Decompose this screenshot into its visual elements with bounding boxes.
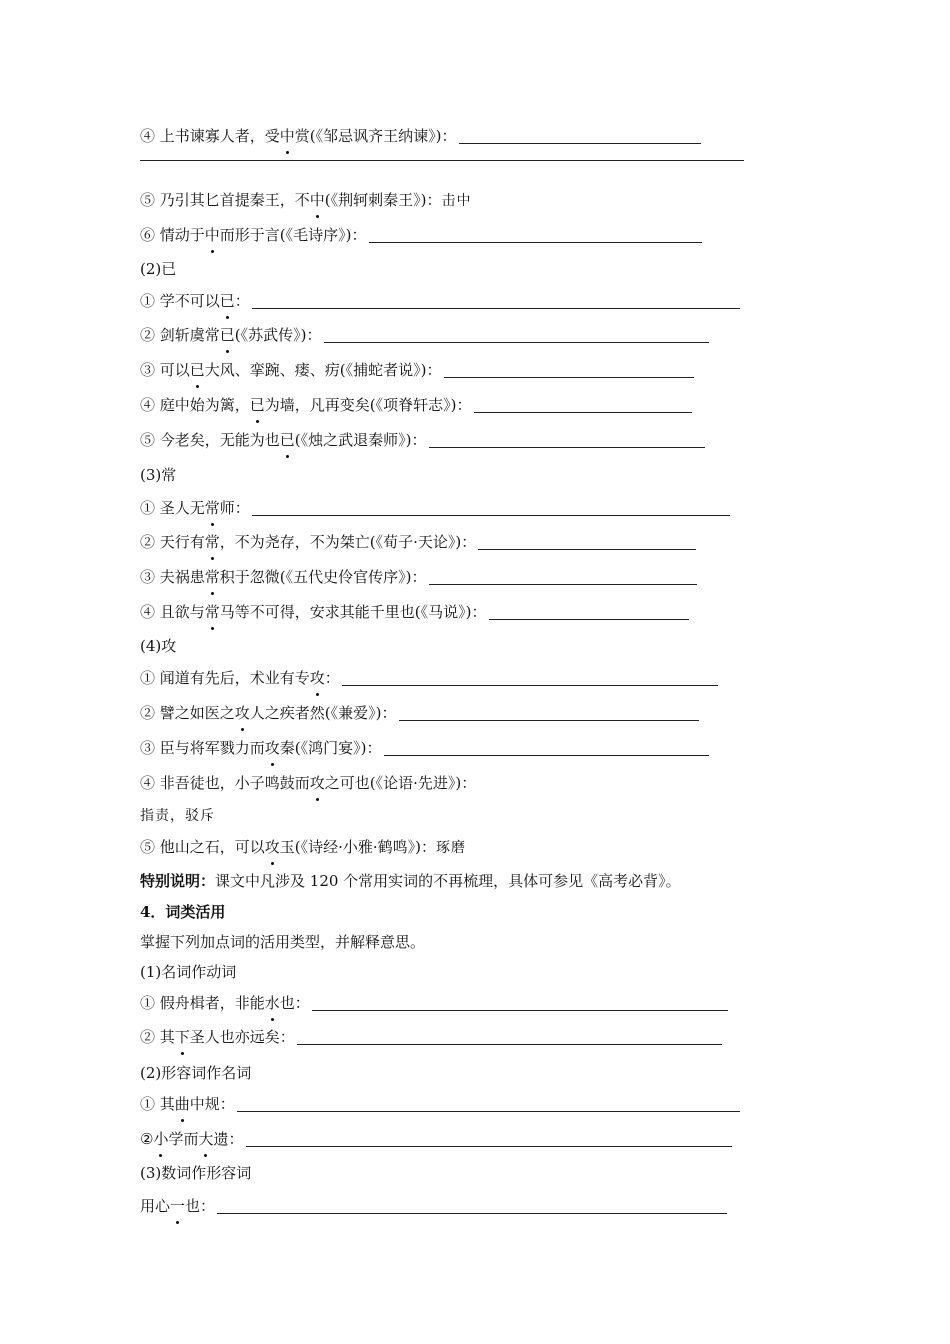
item-adj-2: ② 小 学而 大 遗： <box>140 1126 732 1152</box>
item-noun-1: ① 假舟楫者，非能 水 也： <box>140 990 728 1016</box>
item-gong-5: ⑤ 他山之石，可以 攻 玉(《诗经·小雅·鹤鸣》)： 琢磨 <box>140 834 466 860</box>
answer-blank[interactable] <box>237 1111 740 1112</box>
section-heading-4: 4．词类活用 <box>140 903 226 921</box>
dotted-char: 已 <box>250 392 265 418</box>
item-adj-1: ① 其 曲 中规： <box>140 1091 740 1117</box>
section-chang: (3)常 <box>140 466 177 484</box>
answer-blank[interactable] <box>369 242 702 243</box>
dotted-char: 攻 <box>310 770 325 796</box>
answer-continuation-line <box>140 157 744 183</box>
filled-answer: 击中 <box>441 193 472 209</box>
dotted-char: 水 <box>265 990 280 1016</box>
item-zhong-5: ⑤ 乃引其匕首提秦王，不 中 (《荆轲刺秦王》)： 击中 <box>140 187 472 213</box>
item-chang-4: ④ 且欲与 常 马等不可得，安求其能千里也(《马说》)： <box>140 599 689 625</box>
answer-blank[interactable] <box>384 755 709 756</box>
item-yi-5: ⑤ 今老矣，无能为也 已 (《烛之武退秦师》)： <box>140 427 705 453</box>
dotted-char: 常 <box>205 564 220 590</box>
answer-blank[interactable] <box>478 549 696 550</box>
item-num-1: 用心 一 也： <box>140 1193 727 1219</box>
answer-blank[interactable] <box>252 308 740 309</box>
item-gong-4-answer <box>140 803 215 829</box>
item-yi-1: ① 学不可以 已 ： <box>140 288 740 314</box>
item-noun-2: ② 其 下 圣人也亦远矣： <box>140 1024 722 1050</box>
item-zhong-4: ④ 上书谏寡人者，受 中 赏(《邹忌讽齐王纳谏》)： <box>140 123 701 149</box>
dotted-char: 常 <box>205 529 220 555</box>
item-gong-1: ① 闻道有先后，术业有专 攻 ： <box>140 665 718 691</box>
section-yi: (2)已 <box>140 260 177 278</box>
dotted-char: 已 <box>190 357 205 383</box>
answer-blank[interactable] <box>489 619 689 620</box>
note-label: 特别说明： <box>140 872 216 890</box>
section-gong: (4)攻 <box>140 637 177 655</box>
dotted-char: 大 <box>198 1126 213 1152</box>
dotted-char: 已 <box>220 288 235 314</box>
subsection-adj-noun: (2)形容词作名词 <box>140 1064 252 1082</box>
subsection-num-adj: (3)数词作形容词 <box>140 1164 252 1182</box>
item-zhong-6: ⑥ 情动于 中 而形于言(《毛诗序》)： <box>140 222 702 248</box>
answer-blank[interactable] <box>246 1146 732 1147</box>
item-chang-3: ③ 夫祸患 常 积于忽微(《五代史伶官传序》)： <box>140 564 697 590</box>
dotted-char: 攻 <box>310 665 325 691</box>
item-yi-3: ③ 可以 已 大风、挛踠、瘘、疠(《捕蛇者说》)： <box>140 357 694 383</box>
item-gong-2: ② 譬之如医之 攻 人之疾者然(《兼爱》)： <box>140 700 699 726</box>
item-yi-4: ④ 庭中始为篱， 已 为墙，凡再变矣(《项脊轩志》)： <box>140 392 692 418</box>
answer-blank[interactable] <box>429 584 697 585</box>
answer-blank[interactable] <box>252 515 730 516</box>
instruction: 掌握下列加点词的活用类型，并解释意思。 <box>140 933 426 951</box>
dotted-char: 中 <box>280 123 295 149</box>
dotted-char: 中 <box>310 187 325 213</box>
answer-blank[interactable] <box>217 1213 727 1214</box>
dotted-char: 常 <box>205 599 220 625</box>
answer-blank[interactable] <box>297 1044 722 1045</box>
item-yi-2: ② 剑斩虞常 已 (《苏武传》)： <box>140 322 709 348</box>
answer-blank[interactable] <box>342 685 718 686</box>
answer-blank[interactable] <box>312 1010 728 1011</box>
item-gong-4: ④ 非吾徒也，小子鸣鼓而 攻 之可也(《论语·先进》)： <box>140 770 476 796</box>
dotted-char: 攻 <box>265 735 280 761</box>
dotted-char: 一 <box>170 1193 185 1219</box>
answer-blank[interactable] <box>140 160 744 161</box>
item-chang-1: ① 圣人无 常 师： <box>140 495 730 521</box>
dotted-char: 下 <box>175 1024 190 1050</box>
answer-blank[interactable] <box>399 720 699 721</box>
answer-blank[interactable] <box>429 447 705 448</box>
dotted-char: 小 <box>153 1126 168 1152</box>
dotted-char: 攻 <box>235 700 250 726</box>
dotted-char: 攻 <box>265 834 280 860</box>
filled-answer: 琢磨 <box>436 840 467 856</box>
dotted-char: 已 <box>220 322 235 348</box>
subsection-noun-verb: (1)名词作动词 <box>140 963 237 981</box>
answer-blank[interactable] <box>324 342 709 343</box>
item-chang-2: ② 天行有 常 ，不为尧存，不为桀亡(《荀子·天论》)： <box>140 529 696 555</box>
dotted-char: 曲 <box>175 1091 190 1117</box>
dotted-char: 常 <box>205 495 220 521</box>
answer-blank[interactable] <box>474 412 692 413</box>
special-note: 特别说明： 课文中凡涉及 120 个常用实词的不再梳理，具体可参见《高考必背》。 <box>140 868 681 894</box>
answer-blank[interactable] <box>459 143 701 144</box>
answer-blank[interactable] <box>444 377 694 378</box>
dotted-char: 中 <box>205 222 220 248</box>
filled-answer: 指责，驳斥 <box>140 808 215 824</box>
dotted-char: 已 <box>280 427 295 453</box>
item-gong-3: ③ 臣与将军戮力而 攻 秦(《鸿门宴》)： <box>140 735 709 761</box>
